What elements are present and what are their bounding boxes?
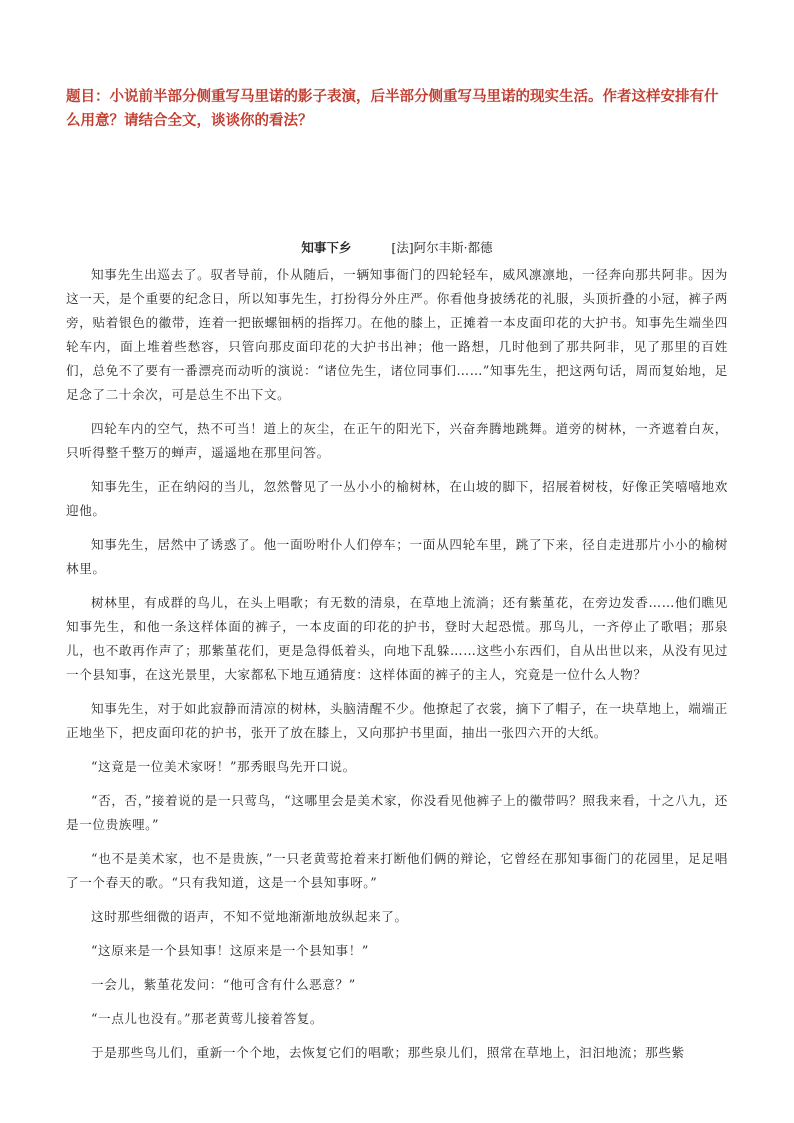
paragraph: “这原来是一个县知事！这原来是一个县知事！” bbox=[91, 943, 369, 958]
paragraph: 四轮车内的空气，热不可当！道上的灰尘，在正午的阳光下，兴奋奔腾地跳舞。道旁的树林，一齐遮着白灰，只听得整千整万的蝉声，遥遥地在那里问答。 bbox=[66, 421, 728, 460]
paragraph: “也不是美术家，也不是贵族，”一只老黄莺抢着来打断他们俩的辩论，它曾经在那知事衙门的花园里，足足唱了一个春天的歌。“只有我知道，这是一个县知事呀。” bbox=[66, 851, 728, 890]
paragraph: “这竟是一位美术家呀！”那秀眼鸟先开口说。 bbox=[91, 759, 356, 774]
paragraph: 一会儿，紫堇花发问：“他可含有什么恶意？” bbox=[91, 977, 356, 992]
paragraph: 知事先生，对于如此寂静而清凉的树林，头脑清醒不少。他撩起了衣裳，摘下了帽子，在一块草地上，端端正正地坐下，把皮面印花的护书，张开了放在膝上，又向那护书里面，抽出一张四六开的大纸。 bbox=[66, 701, 728, 740]
paragraph: “一点儿也没有。”那老黄莺儿接着答复。 bbox=[91, 1011, 324, 1026]
paragraph: 于是那些鸟儿们，重新一个个地，去恢复它们的唱歌；那些泉儿们，照常在草地上，汩汩地流；那些紫 bbox=[91, 1045, 685, 1060]
paragraph: 知事先生出巡去了。驭者导前，仆从随后，一辆知事衙门的四轮轻车，威风凛凛地，一径奔向那共阿非。因为这一天，是个重要的纪念日，所以知事先生，打扮得分外庄严。你看他身披绣花的礼服，头顶折叠的小冠，裤子两旁，贴着银色的徽带，连着一把嵌螺钿柄的指挥刀。在他的膝上，正摊着一本皮面印花的大护书。知事先生端坐四轮车内，面上堆着些愁容，只管向那皮面印花的大护书出神；他一路想，几时他到了那共阿非，见了那里的百姓们，总免不了要有一番漂亮而动听的演说：“诸位先生，诸位同事们……”知事先生，把这两句话，周而复始地，足足念了二十余次，可是总生不出下文。 bbox=[66, 267, 728, 402]
story-title: 知事下乡 bbox=[301, 240, 352, 255]
story-title-line bbox=[0, 239, 794, 257]
paragraph: 树林里，有成群的鸟儿，在头上唱歌；有无数的清泉，在草地上流淌；还有紫堇花，在旁边发香……他们瞧见知事先生，和他一条这样体面的裤子，一本皮面的印花的护书，登时大起恐慌。那鸟儿，一齐停止了歌唱；那泉儿，也不敢再作声了；那紫堇花们，更是急得低着头，向地下乱躲……这些小东西们，自从出世以来，从没有见过一个县知事，在这光景里，大家都私下地互通猜度：这样体面的裤子的主人，究竟是一位什么人物？ bbox=[66, 595, 728, 682]
paragraph: 知事先生，居然中了诱惑了。他一面吩咐仆人们停车；一面从四轮车里，跳了下来，径自走进那片小小的榆树林里。 bbox=[66, 537, 728, 576]
story-body bbox=[66, 263, 728, 1075]
paragraph: 这时那些细微的语声，不知不觉地渐渐地放纵起来了。 bbox=[91, 909, 408, 924]
paragraph: “否，否，”接着说的是一只莺鸟，“这哪里会是美术家，你没看见他裤子上的徽带吗？照我来看，十之八九，还是一位贵族哩。” bbox=[66, 793, 728, 832]
paragraph: 知事先生，正在纳闷的当儿，忽然瞥见了一丛小小的榆树林，在山坡的脚下，招展着树枝，好像正笑嘻嘻地欢迎他。 bbox=[66, 479, 728, 518]
story-author: [法]阿尔丰斯·都德 bbox=[391, 240, 493, 255]
question-heading: 题目：小说前半部分侧重写马里诺的影子表演，后半部分侧重写马里诺的现实生活。作者这样安排有什么用意？请结合全文，谈谈你的看法？ bbox=[66, 89, 719, 129]
